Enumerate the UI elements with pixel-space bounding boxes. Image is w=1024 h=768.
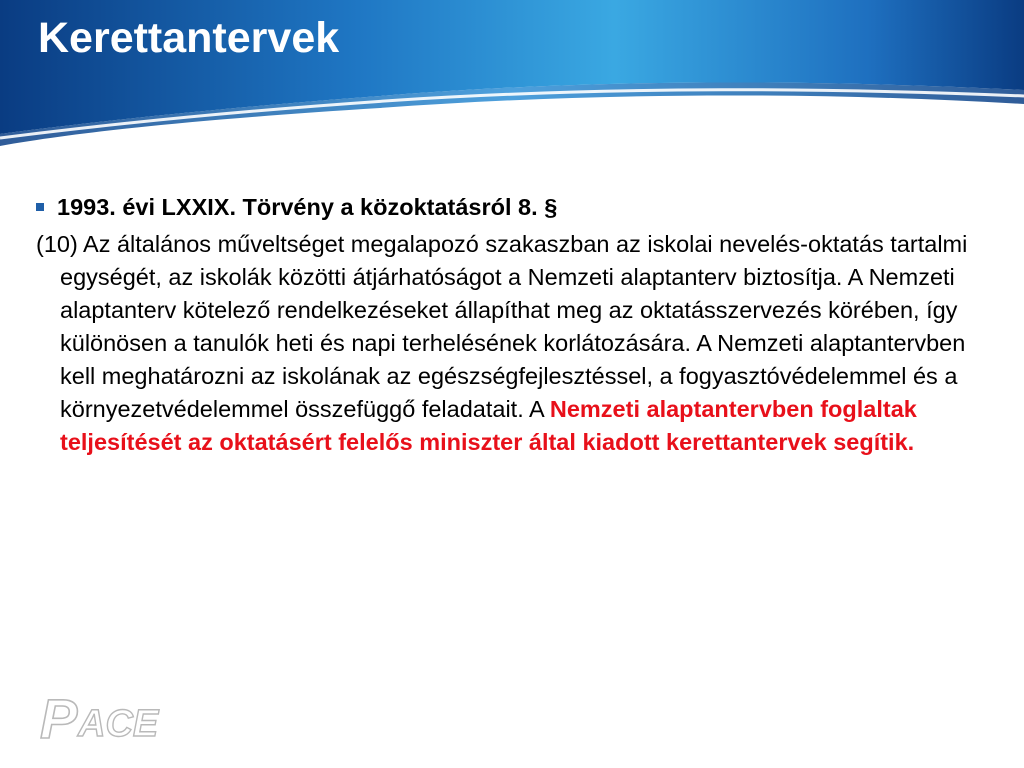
svg-text:ACE: ACE xyxy=(78,703,159,744)
paragraph-text: (10) Az általános műveltséget megalapozó szakaszban az iskolai nevelés-oktatás tartalmi egységét, az iskolák közötti átjárhatóságot a Nemzeti alaptanterv biztosítja. A Nemzeti alaptanterv kötelező rendelkezéseket állapíthat meg az oktatásszervezés körében, így különösen a tanulók heti és napi terhelésének korlátozására. A Nemzeti alaptantervben kell meghatározni az iskolának az egészségfejlesztéssel, a fogyasztóvédelemmel és a környezetvédelemmel összefüggő feladatait. A xyxy=(36,231,968,422)
law-paragraph xyxy=(36,228,996,459)
bullet-item xyxy=(36,191,996,224)
paragraph-highlight: Nemzeti alaptantervben foglaltak teljesítését az oktatásért felelős miniszter által kiadott kerettantervek segítik. xyxy=(60,396,917,455)
svg-text:P: P xyxy=(40,687,78,744)
square-bullet-icon xyxy=(36,203,44,211)
bullet-text: 1993. évi LXXIX. Törvény a közoktatásról 8. § xyxy=(57,194,558,220)
slide-body xyxy=(36,191,996,459)
pace-logo xyxy=(38,686,188,744)
slide-title: Kerettantervek xyxy=(38,14,340,62)
